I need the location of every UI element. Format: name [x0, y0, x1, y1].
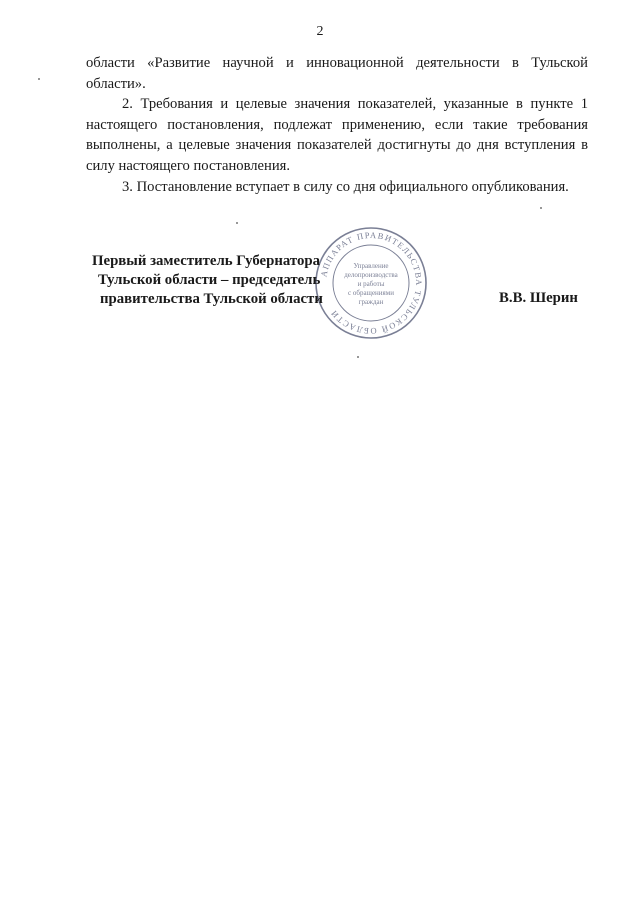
paragraph-3: 3. Постановление вступает в силу со дня официального опубликования.	[122, 178, 569, 195]
signatory-title-line-1: Первый заместитель Губернатора	[92, 253, 320, 269]
scan-speck	[236, 222, 238, 224]
stamp-inner-line-5: граждан	[358, 298, 384, 306]
paragraph-2: 2. Требования и целевые значения показателей, указанные в пункте 1 настоящего постановления, подлежат применению, если такие требования выполнены, а целевые значения показателей достигнуты до дня вступления в силу настоящего постановления.	[86, 96, 588, 174]
signatory-name: В.В. Шерин	[499, 290, 578, 306]
scan-speck	[540, 207, 542, 209]
stamp-inner-line-2: делопроизводства	[344, 271, 398, 279]
scan-speck	[38, 78, 40, 80]
document-body	[86, 53, 588, 197]
stamp-inner-line-4: с обращениями	[348, 289, 394, 297]
stamp-outer-text: АППАРАТ ПРАВИТЕЛЬСТВА ТУЛЬСКОЙ ОБЛАСТИ	[318, 229, 425, 337]
stamp-inner-line-1: Управление	[353, 262, 389, 270]
page-number: 2	[316, 24, 324, 39]
signatory-title-line-2: Тульской области – председатель	[98, 272, 321, 288]
stamp-inner-line-3: и работы	[357, 280, 385, 288]
paragraph-1-continuation: области «Развитие научной и инновационной деятельности в Тульской области».	[86, 55, 588, 92]
signatory-title-line-3: правительства Тульской области	[100, 291, 323, 307]
scan-speck	[357, 356, 359, 358]
